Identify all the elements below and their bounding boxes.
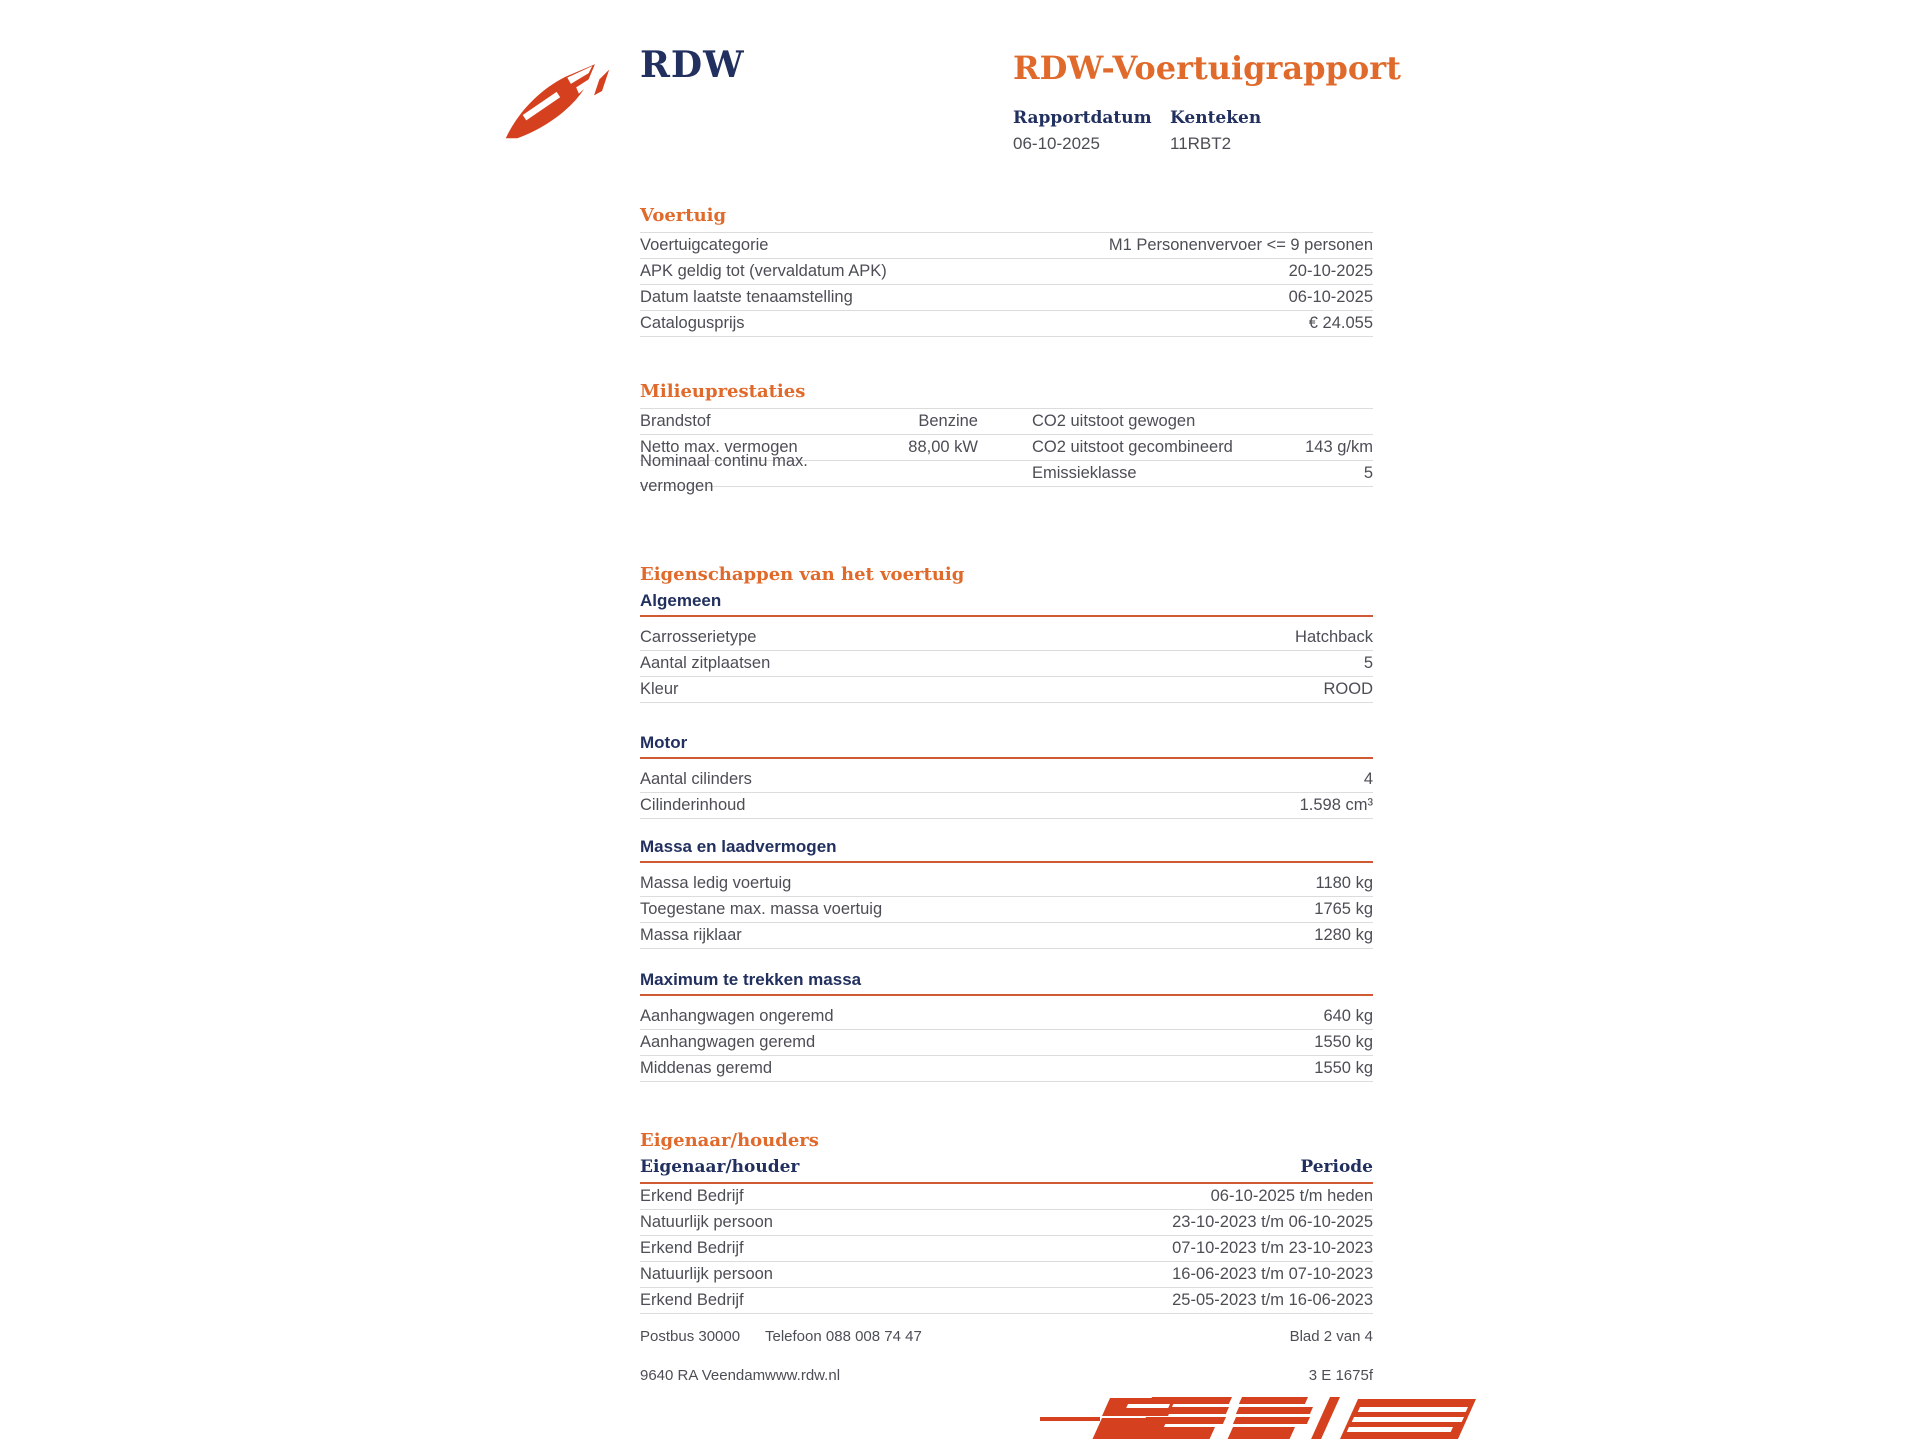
owner-row (640, 1288, 1373, 1314)
section-voertuig (640, 205, 1373, 337)
col-header-periode: Periode (1300, 1157, 1373, 1177)
report-meta (1013, 108, 1375, 154)
row-label: Aanhangwagen ongeremd (640, 1007, 834, 1025)
row-label: CO2 uitstoot gewogen (1032, 412, 1196, 430)
owner-type: Erkend Bedrijf (640, 1239, 744, 1257)
owners-table-header (640, 1157, 1373, 1184)
row-label: Massa rijklaar (640, 926, 742, 944)
footer-phone: Telefoon 088 008 74 47 (765, 1328, 922, 1345)
subsection-maximum-te-trekken-massa (640, 970, 1373, 1082)
rdw-logo-text: RDW (640, 44, 745, 86)
row-label: CO2 uitstoot gecombineerd (1032, 438, 1233, 456)
subsection-title: Algemeen (640, 591, 1373, 617)
row-label: Datum laatste tenaamstelling (640, 288, 853, 306)
section-title: Eigenschappen van het voertuig (640, 564, 965, 585)
row-value: 1550 kg (1314, 1059, 1373, 1077)
table-row (640, 1004, 1373, 1030)
table-row (640, 625, 1373, 651)
row-label: Aantal cilinders (640, 770, 752, 788)
row-label: Cilinderinhoud (640, 796, 746, 814)
subsection-title: Massa en laadvermogen (640, 837, 1373, 863)
row-value: 1550 kg (1314, 1033, 1373, 1051)
kenteken-value: 11RBT2 (1170, 134, 1232, 153)
owner-row (640, 1262, 1373, 1288)
col-header-eigenaar: Eigenaar/houder (640, 1157, 800, 1177)
row-value: 1765 kg (1314, 900, 1373, 918)
row-label: Massa ledig voertuig (640, 874, 792, 892)
row-label: Aanhangwagen geremd (640, 1033, 816, 1051)
motor-table (640, 767, 1373, 819)
row-value: 06-10-2025 (1288, 288, 1373, 306)
row-value: 143 g/km (1305, 438, 1373, 456)
section-title: Eigenaar/houders (640, 1130, 819, 1151)
owner-period: 06-10-2025 t/m heden (1210, 1187, 1373, 1205)
section-title: Milieuprestaties (640, 381, 806, 402)
row-value: M1 Personenvervoer <= 9 personen (1108, 236, 1373, 254)
subsection-massa-en-laadvermogen (640, 837, 1373, 949)
table-row (640, 259, 1373, 285)
row-value: 1180 kg (1315, 874, 1373, 892)
table-row (640, 409, 1373, 435)
section-eigenschappen (640, 564, 1373, 1082)
section-milieuprestaties (640, 381, 1373, 495)
kenteken-label: Kenteken (1170, 108, 1262, 128)
row-value: 5 (1363, 464, 1373, 482)
row-label: Toegestane max. massa voertuig (640, 900, 883, 918)
owner-period: 25-05-2023 t/m 16-06-2023 (1172, 1291, 1373, 1309)
row-label: Voertuigcategorie (640, 236, 769, 254)
owner-type: Erkend Bedrijf (640, 1291, 744, 1309)
table-row (640, 871, 1373, 897)
row-label: Aantal zitplaatsen (640, 654, 771, 672)
owner-type: Natuurlijk persoon (640, 1265, 773, 1283)
table-row (640, 233, 1373, 259)
row-label: Kleur (640, 680, 679, 698)
row-value: 20-10-2025 (1288, 262, 1373, 280)
row-label: Emissieklasse (1032, 464, 1137, 482)
row-value: 5 (1363, 654, 1373, 672)
footer-website: www.rdw.nl (765, 1367, 841, 1384)
section-title: Voertuig (640, 205, 727, 226)
owner-row (640, 1210, 1373, 1236)
footer-page-info: Blad 2 van 4 (1289, 1328, 1373, 1345)
owners-table (640, 1184, 1373, 1314)
row-label: APK geldig tot (vervaldatum APK) (640, 262, 887, 280)
row-value: 1280 kg (1314, 926, 1373, 944)
row-label: Carrosserietype (640, 628, 757, 646)
subsection-algemeen (640, 591, 1373, 703)
table-row (640, 285, 1373, 311)
table-row (640, 651, 1373, 677)
report-body (640, 205, 1373, 1314)
owner-row (640, 1184, 1373, 1210)
row-value: ROOD (1323, 680, 1373, 698)
footer-address-line2: 9640 RA Veendam (640, 1367, 766, 1384)
table-row (640, 677, 1373, 703)
table-row (640, 1030, 1373, 1056)
row-value: 88,00 kW (908, 438, 978, 456)
section-eigenaar-houders (640, 1130, 1373, 1314)
table-row (640, 451, 1373, 495)
rapportdatum-field (1013, 108, 1170, 154)
row-value: Hatchback (1295, 628, 1373, 646)
owner-type: Natuurlijk persoon (640, 1213, 773, 1231)
row-label: Catalogusprijs (640, 314, 745, 332)
row-label: Brandstof (640, 412, 711, 430)
owner-type: Erkend Bedrijf (640, 1187, 744, 1205)
rapportdatum-label: Rapportdatum (1013, 108, 1152, 128)
report-header (1013, 49, 1401, 154)
row-label: Middenas geremd (640, 1059, 773, 1077)
footer-address-line1: Postbus 30000 (640, 1328, 741, 1345)
row-value: 1.598 cm³ (1299, 796, 1373, 814)
kenteken-field (1170, 108, 1327, 154)
table-row (640, 311, 1373, 337)
owner-period: 23-10-2023 t/m 06-10-2025 (1172, 1213, 1373, 1231)
rdw-feather-icon (498, 58, 633, 140)
speed-stripes-graphic (1040, 1395, 1476, 1440)
algemeen-table (640, 625, 1373, 703)
table-row (640, 897, 1373, 923)
table-row (640, 793, 1373, 819)
row-value: 4 (1363, 770, 1373, 788)
row-value: € 24.055 (1308, 314, 1373, 332)
voertuig-table (640, 232, 1373, 337)
row-label: Netto max. vermogen (640, 438, 798, 456)
owner-period: 07-10-2023 t/m 23-10-2023 (1172, 1239, 1373, 1257)
row-label: Nominaal continu max. vermogen (640, 451, 808, 495)
table-row (640, 767, 1373, 793)
table-row (640, 923, 1373, 949)
table-row (640, 1056, 1373, 1082)
rdw-logo (498, 44, 748, 144)
milieu-table (640, 408, 1373, 495)
row-value: 640 kg (1323, 1007, 1373, 1025)
massa-table (640, 871, 1373, 949)
trekken-table (640, 1004, 1373, 1082)
footer-doc-code: 3 E 1675f (1308, 1367, 1373, 1384)
subsection-title: Motor (640, 733, 1373, 759)
report-title: RDW-Voertuigrapport (1013, 49, 1401, 87)
row-value: Benzine (918, 412, 978, 430)
rapportdatum-value: 06-10-2025 (1013, 134, 1100, 153)
subsection-motor (640, 733, 1373, 819)
owner-row (640, 1236, 1373, 1262)
owner-period: 16-06-2023 t/m 07-10-2023 (1172, 1265, 1373, 1283)
subsection-title: Maximum te trekken massa (640, 970, 1373, 996)
